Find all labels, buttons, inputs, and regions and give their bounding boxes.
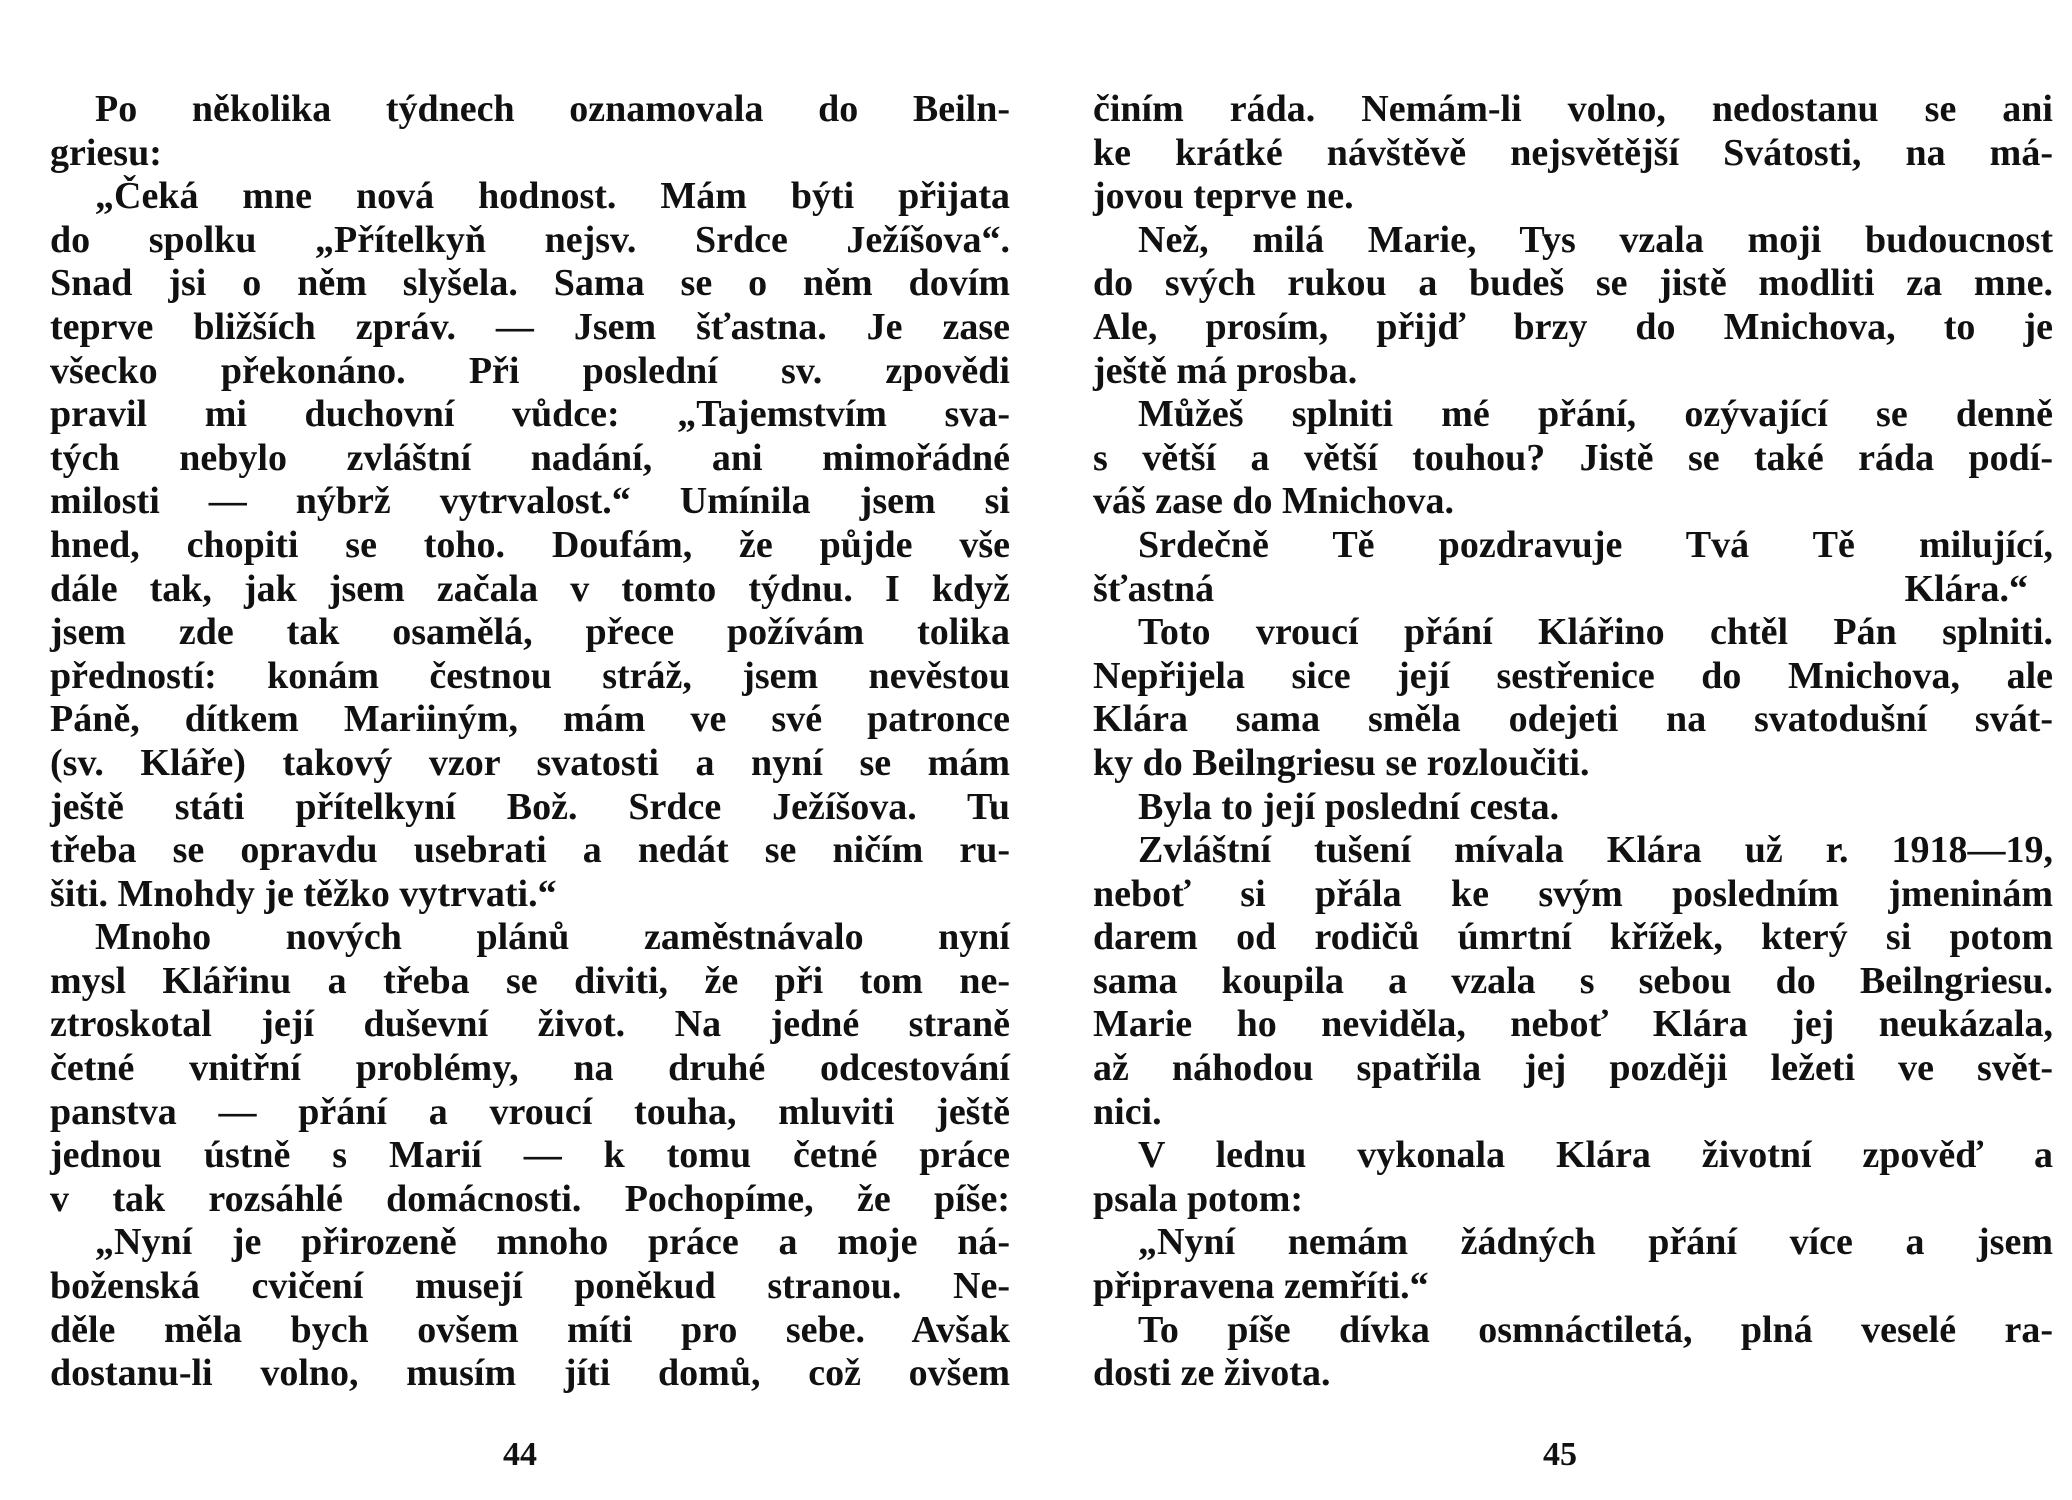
text-line: panstva — přání a vroucí touha, mluviti ještě [50,1090,1010,1133]
text-line: třeba se opravdu usebrati a nedát se ničím ru- [50,829,1010,872]
right-page-number: 45 [1543,1436,1577,1473]
text-line: Nepřijela sice její sestřenice do Mnichova, ale [1093,654,2053,697]
text-line: v tak rozsáhlé domácnosti. Pochopíme, že píše: [50,1177,1010,1220]
text-line: četné vnitřní problémy, na druhé odcestování [50,1047,1010,1090]
text-line: Ale, prosím, přijď brzy do Mnichova, to je [1093,305,2053,348]
left-page-number: 44 [503,1436,537,1473]
text-line: mysl Klářinu a třeba se diviti, že při tom ne- [50,959,1010,1002]
text-line: jsem zde tak osamělá, přece požívám tolika [50,611,1010,654]
right-page [1093,88,2053,1396]
text-line: připravena zemříti.“ [1093,1265,1429,1308]
text-line: váš zase do Mnichova. [1093,480,1454,523]
text-line: jovou teprve ne. [1093,175,1354,218]
text-line: psala potom: [1093,1177,1304,1220]
left-page-text [50,88,1010,1396]
text-line: pravil mi duchovní vůdce: „Tajemstvím sva- [50,393,1010,436]
text-line: dostanu-li volno, musím jíti domů, což ovšem [50,1352,1010,1395]
text-line: griesu: [50,131,162,174]
text-line: činím ráda. Nemám-li volno, nedostanu se ani [1093,88,2053,130]
text-line: ky do Beilngriesu se rozloučiti. [1093,741,1590,784]
text-line: předností: konám čestnou stráž, jsem nevěstou [50,654,1010,697]
signature-right: Klára.“ [1904,567,2028,610]
text-line: neboť si přála ke svým posledním jmeninám [1093,872,2053,915]
text-line: „Čeká mne nová hodnost. Mám býti přijata [95,175,1010,218]
text-line: Než, milá Marie, Tys vzala moji budoucnost [1138,218,2053,261]
text-line: ke krátké návštěvě nejsvětější Svátosti, na má- [1093,131,2053,174]
text-line: Toto vroucí přání Klářino chtěl Pán splniti. [1138,611,2053,654]
text-line: „Nyní nemám žádných přání více a jsem [1138,1221,2053,1264]
text-line: „Nyní je přirozeně mnoho práce a moje ná- [95,1221,1010,1264]
text-line: Zvláštní tušení mívala Klára už r. 1918—19, [1138,829,2053,872]
signature-line [1093,568,2053,612]
text-line: až náhodou spatřila jej později ležeti ve svět- [1093,1047,2053,1090]
text-line: dosti ze života. [1093,1352,1331,1395]
text-line: ještě státi přítelkyní Bož. Srdce Ježíšova. Tu [50,785,1010,828]
text-line: do spolku „Přítelkyň nejsv. Srdce Ježíšova“. [50,218,1010,261]
text-line: (sv. Kláře) takový vzor svatosti a nyní se mám [50,741,1010,784]
signature-left: šťastná [1093,567,1215,610]
text-line: Byla to její poslední cesta. [1138,785,1560,828]
text-line: Můžeš splniti mé přání, ozývající se denně [1138,393,2053,436]
text-line: milosti — nýbrž vytrvalost.“ Umínila jsem si [50,480,1010,523]
text-line: To píše dívka osmnáctiletá, plná veselé ra- [1138,1308,2053,1351]
text-line: sama koupila a vzala s sebou do Beilngriesu. [1093,959,2053,1002]
left-page [50,88,1010,1396]
text-line: Klára sama směla odejeti na svatodušní svát- [1093,698,2053,741]
text-line: boženská cvičení musejí poněkud stranou. Ne- [50,1265,1010,1308]
right-page-text-after-signature [1093,611,2053,1396]
text-line: teprve bližších zpráv. — Jsem šťastna. Je zase [50,305,1010,348]
text-line: Snad jsi o něm slyšela. Sama se o něm dovím [50,262,1010,305]
text-line: s větší a větší touhou? Jistě se také ráda podí- [1093,436,2053,479]
text-line: všecko překonáno. Při poslední sv. zpovědi [50,349,1010,392]
text-line: Srdečně Tě pozdravuje Tvá Tě milující, [1138,523,2053,566]
text-line: jednou ústně s Marií — k tomu četné práce [50,1134,1010,1177]
text-line: šiti. Mnohdy je těžko vytrvati.“ [50,872,557,915]
right-page-text-before-signature [1093,88,2053,568]
text-line: Po několika týdnech oznamovala do Beiln- [95,88,1010,130]
text-line: hned, chopiti se toho. Doufám, že půjde vše [50,523,1010,566]
text-line: Mnoho nových plánů zaměstnávalo nyní [95,916,1010,959]
text-line: V lednu vykonala Klára životní zpověď a [1138,1134,2053,1177]
text-line: tých nebylo zvláštní nadání, ani mimořádné [50,436,1010,479]
text-line: nici. [1093,1090,1162,1133]
text-line: Marie ho neviděla, neboť Klára jej neukázala, [1093,1003,2053,1046]
text-line: do svých rukou a budeš se jistě modliti za mne. [1093,262,2053,305]
text-line: ještě má prosba. [1093,349,1358,392]
text-line: dále tak, jak jsem začala v tomto týdnu. I když [50,567,1010,610]
text-line: ztroskotal její duševní život. Na jedné straně [50,1003,1010,1046]
text-line: darem od rodičů úmrtní křížek, který si potom [1093,916,2053,959]
text-line: Páně, dítkem Mariiným, mám ve své patronce [50,698,1010,741]
text-line: děle měla bych ovšem míti pro sebe. Avšak [50,1308,1010,1351]
